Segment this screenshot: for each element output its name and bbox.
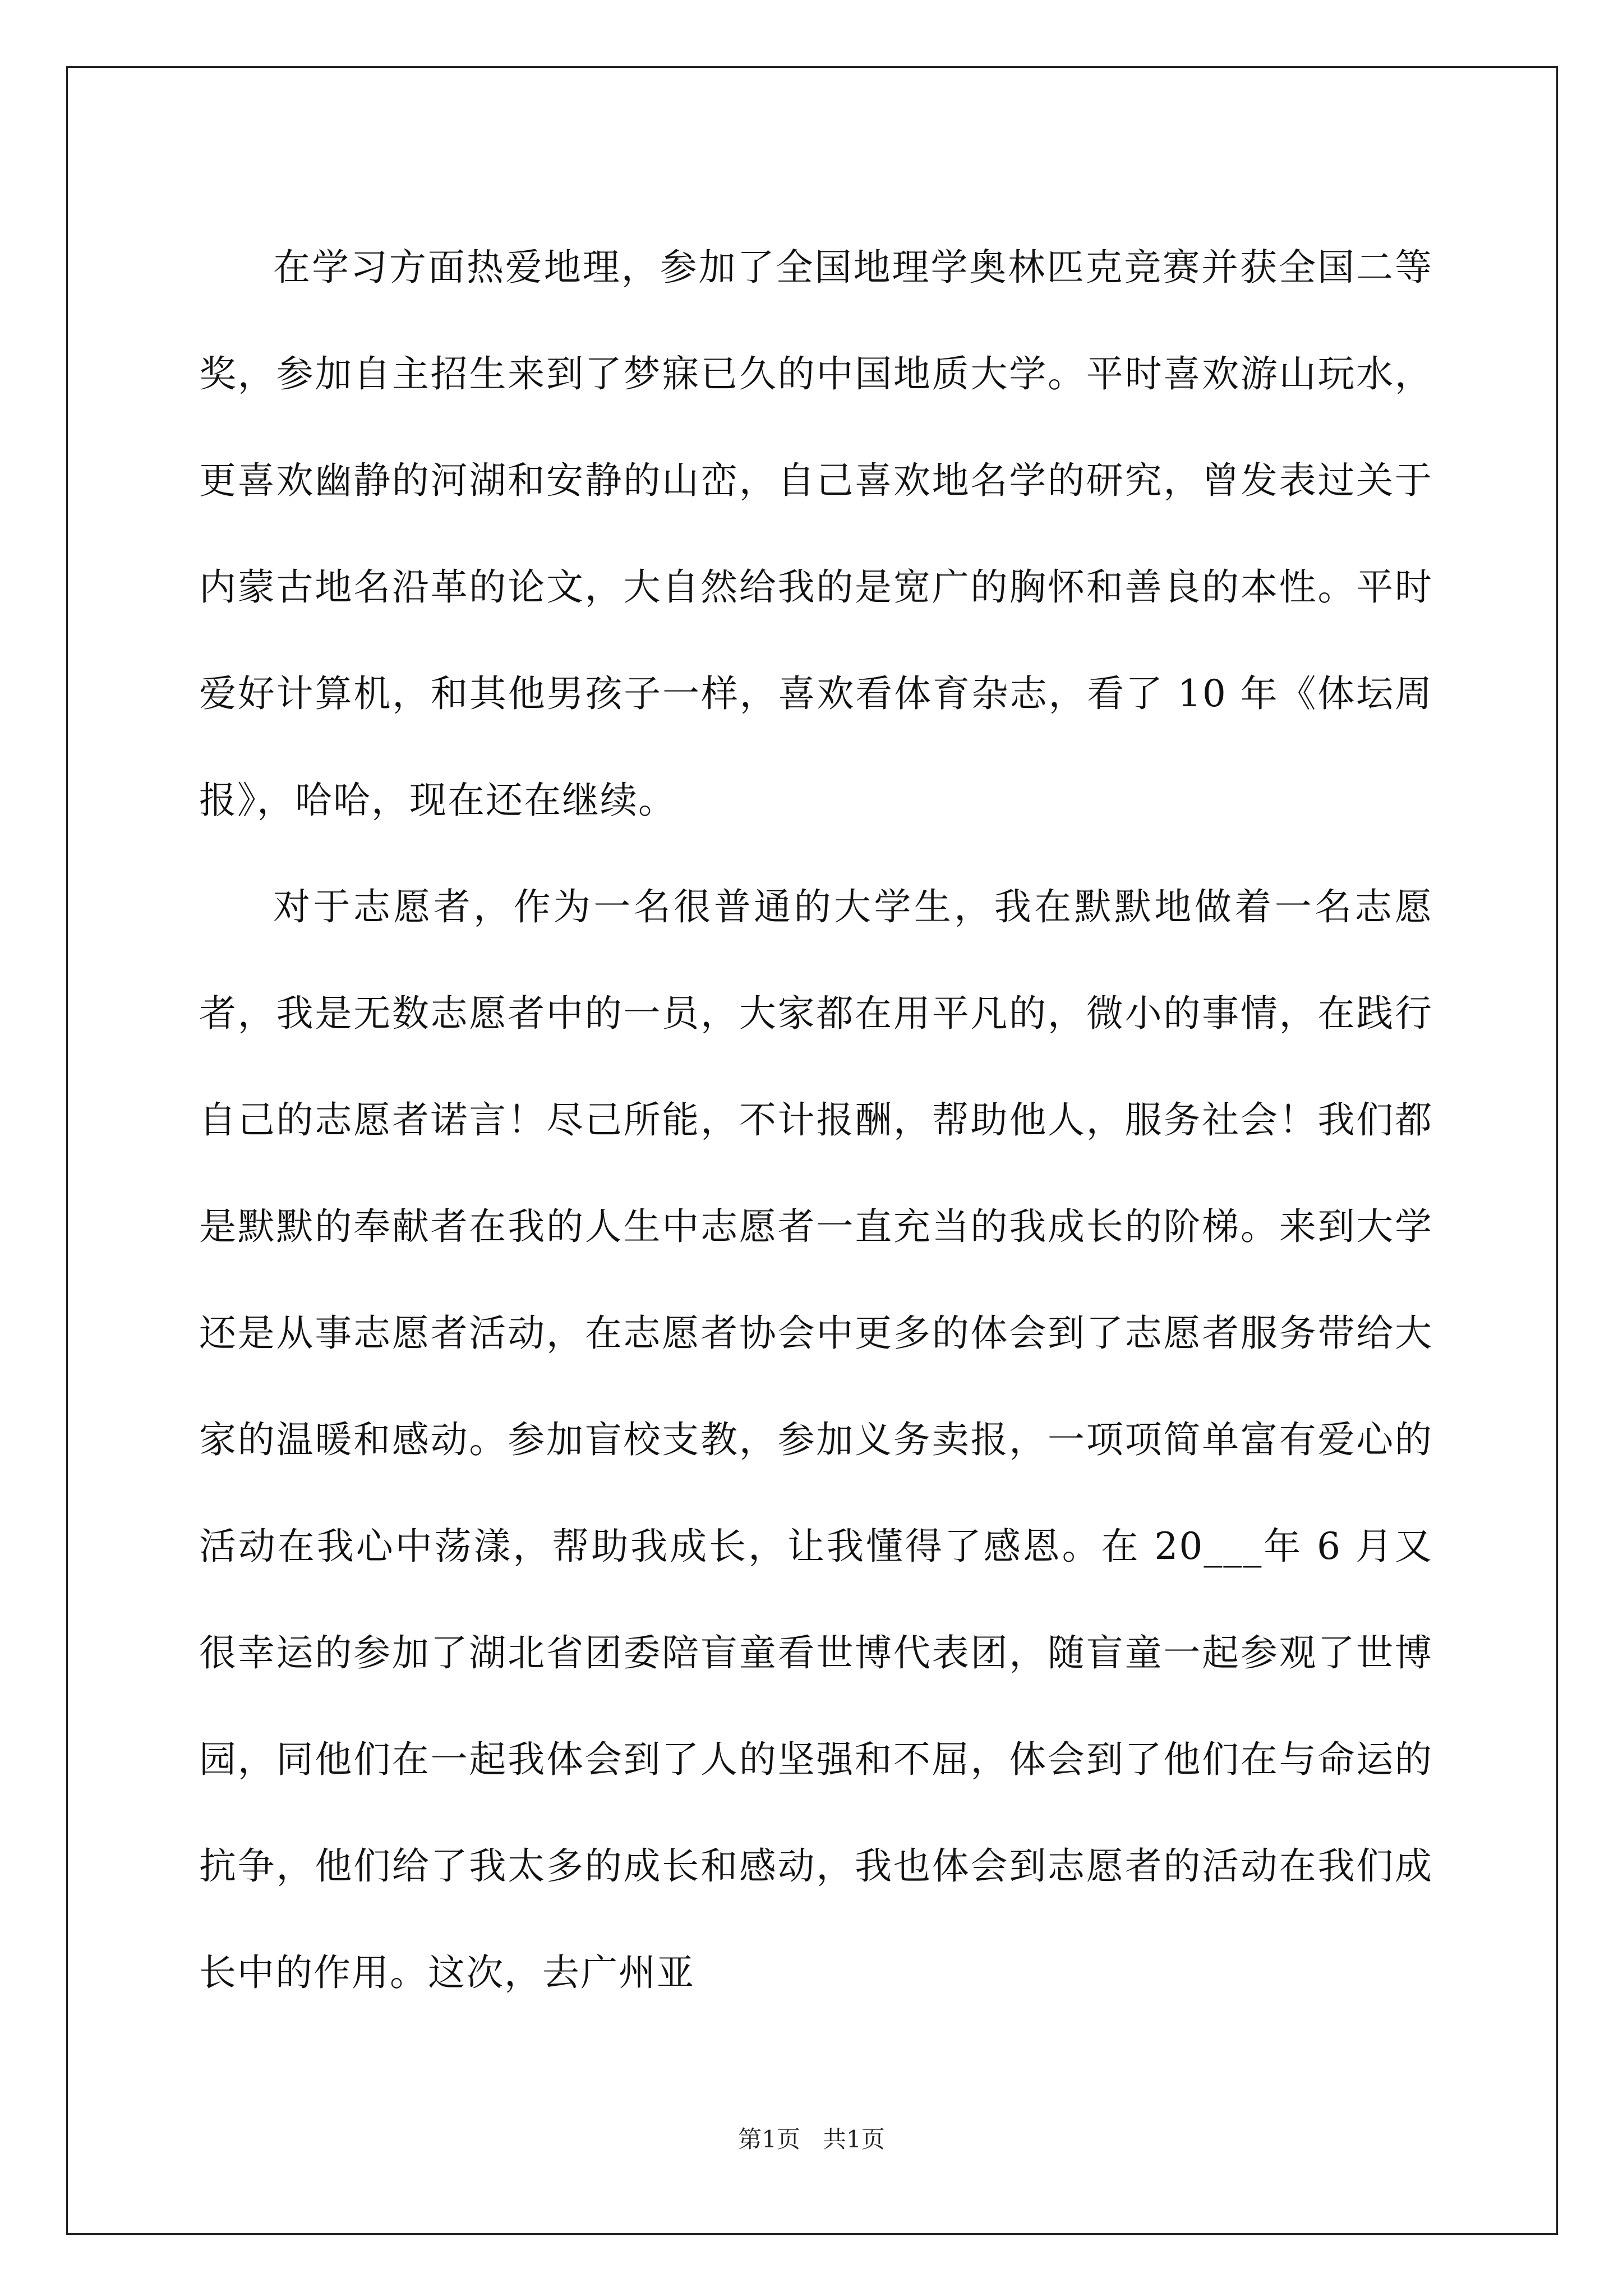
paragraph-2: 对于志愿者，作为一名很普通的大学生，我在默默地做着一名志愿者，我是无数志愿者中的一员，大家都在用平凡的，微小的事情，在践行自己的志愿者诺言！尽己所能，不计报酬，帮助他人，服务社会！我们都是默默的奉献者在我的人生中志愿者一直充当的我成长的阶梯。来到大学还是从事志愿者活动，在志愿者协会中更多的体会到了志愿者服务带给大家的温暖和感动。参加盲校支教，参加义务卖报，一项项简单富有爱心的活动在我心中荡漾，帮助我成长，让我懂得了感恩。在 20___年 6 月又很幸运的参加了湖北省团委陪盲童看世博代表团，随盲童一起参观了世博园，同他们在一起我体会到了人的坚强和不屈，体会到了他们在与命运的抗争，他们给了我太多的成长和感动，我也体会到志愿者的活动在我们成长中的作用。这次，去广州亚 bbox=[199, 885, 1433, 1994]
document-body bbox=[199, 214, 1433, 2026]
paragraph-1: 在学习方面热爱地理，参加了全国地理学奥林匹克竞赛并获全国二等奖，参加自主招生来到了梦寐已久的中国地质大学。平时喜欢游山玩水，更喜欢幽静的河湖和安静的山峦，自己喜欢地名学的研究，曾发表过关于内蒙古地名沿革的论文，大自然给我的是宽广的胸怀和善良的本性。平时爱好计算机，和其他男孩子一样，喜欢看体育杂志，看了 10 年《体坛周报》，哈哈，现在还在继续。 bbox=[199, 246, 1433, 822]
total-pages-label: 共1页 bbox=[823, 2125, 885, 2153]
footer-spacer bbox=[800, 2125, 823, 2153]
page-footer bbox=[0, 2123, 1623, 2156]
current-page-label: 第1页 bbox=[738, 2125, 800, 2153]
